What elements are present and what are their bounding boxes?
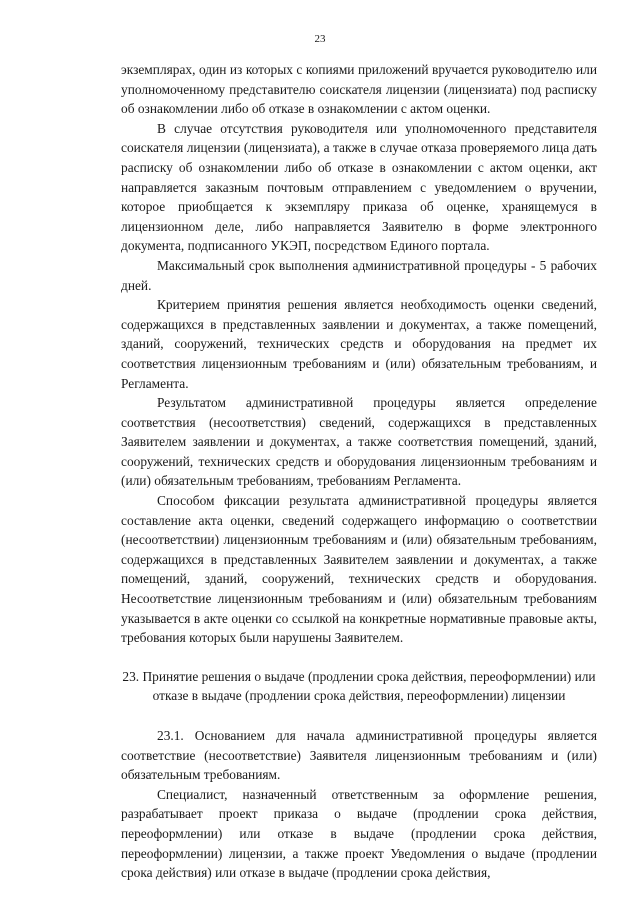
page-number: 23 bbox=[314, 33, 326, 45]
paragraph-specialist: Специалист, назначенный ответственным за оформление решения, разрабатывает проект приказа о выдаче (продлении срока действия, переоформлении) или отказе в выдаче (продлении срока действия, переоформлении) лицензии, а также проект Уведомления о выдаче (продлении срока действия) или отказе в выдаче (продлении срока действия, bbox=[121, 786, 597, 881]
paragraph-23-1: 23.1. Основанием для начала административной процедуры является соответствие (несоответствие) Заявителя лицензионным требованиям и (или) обязательным требованиям. bbox=[121, 728, 597, 783]
section-heading: 23. Принятие решения о выдаче (продлении срока действия, переоформлении) или отказе в выдаче (продлении срока действия, переоформлении) лицензии bbox=[122, 668, 596, 704]
paragraph-max-term: Максимальный срок выполнения административной процедуры - 5 рабочих дней. bbox=[121, 257, 597, 293]
paragraph-continuation: экземплярах, один из которых с копиями приложений вручается руководителю или уполномоченному представителю соискателя лицензии (лицензиата) под расписку об ознакомлении либо об отказе в ознакомлении с актом оценки. bbox=[121, 62, 597, 117]
paragraph-fixation-method: Способом фиксации результата административной процедуры является составление акта оценки, сведений содержащего информацию о соответствии (несоответствии) лицензионным требованиям и (или) обязательным требованиям, содержащихся в представленных Заявителем заявлении и документах, а также помещений, зданий, сооружений, технических средств и оборудования. Несоответствие лицензионным требованиям и (или) обязательным требованиям указывается в акте оценки со ссылкой на конкретные нормативные правовые акты, требования которых были нарушены Заявителем. bbox=[121, 493, 597, 646]
document-body bbox=[121, 60, 597, 883]
paragraph-procedure-result: Результатом административной процедуры является определение соответствия (несоответствия) сведений, содержащихся в представленных Заявителем заявлении и документах, а также соответствия помещений, зданий, сооружений, технических средств и оборудования лицензионным требованиям и (или) обязательным требованиям, требованиям Регламента. bbox=[121, 395, 597, 489]
paragraph-absence-case: В случае отсутствия руководителя или уполномоченного представителя соискателя лицензии (лицензиата), а также в случае отказа проверяемого лица дать расписку об ознакомлении либо об отказе в ознакомлении с актом оценки, акт направляется заказным почтовым отправлением с уведомлением о вручении, которое приобщается к экземпляру приказа об оценке, хранящемуся в лицензионном деле, либо направляется Заявителю в форме электронного документа, подписанного УКЭП, посредством Единого портала. bbox=[121, 120, 597, 254]
paragraph-decision-criterion: Критерием принятия решения является необходимость оценки сведений, содержащихся в представленных заявлении и документах, а также помещений, зданий, сооружений, технических средств и оборудования на предмет их соответствия лицензионным требованиям и (или) обязательным требованиям, и Регламента. bbox=[121, 297, 597, 391]
